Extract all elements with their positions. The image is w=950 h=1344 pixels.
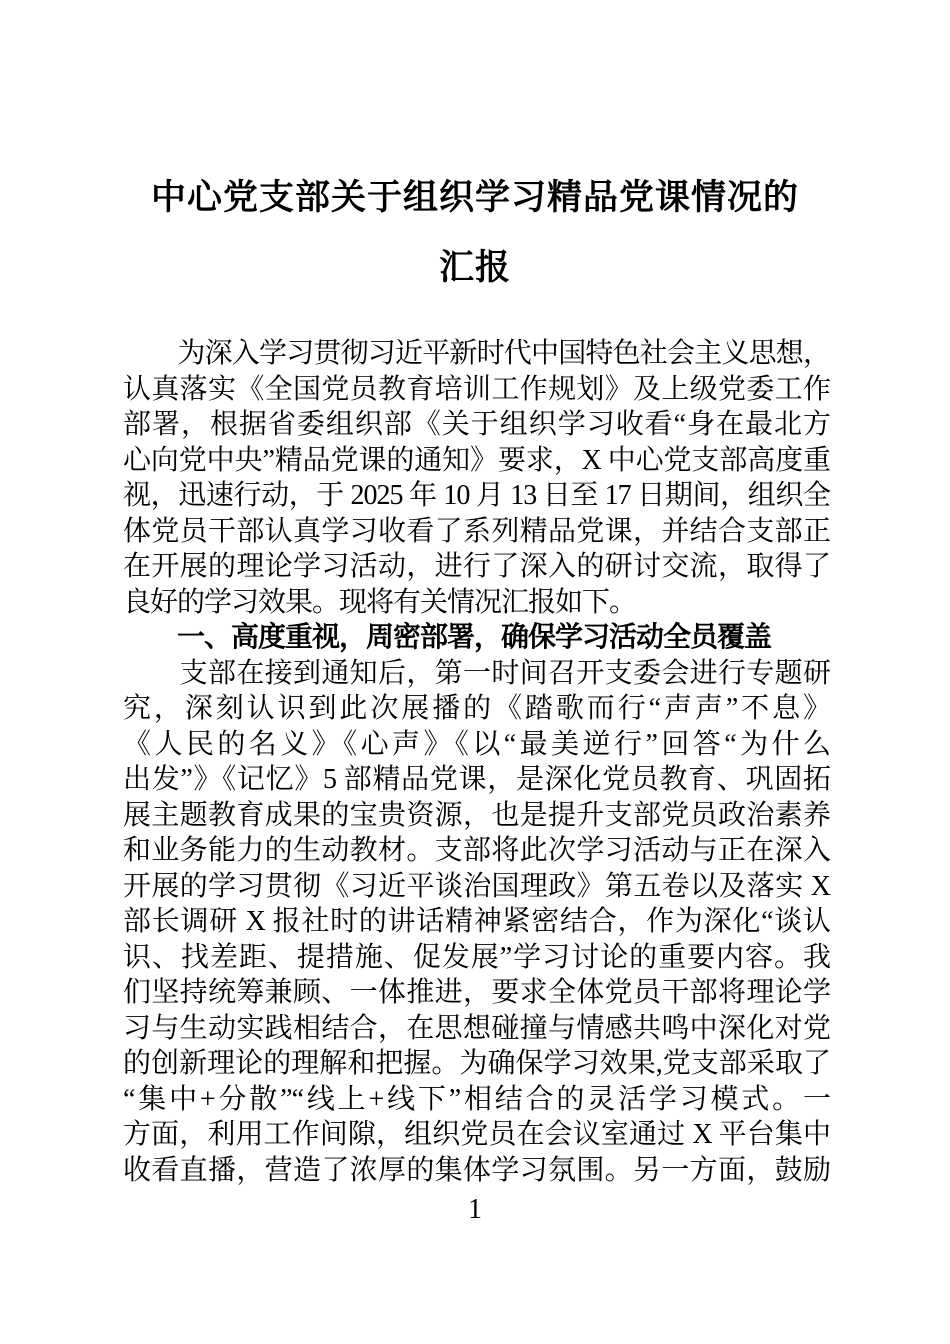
text-line: 的创新理论的理解和把握。为确保学习效果,党支部采取了	[123, 1048, 830, 1079]
text-line: 视，迅速行动，于 2025 年 10 月 13 日至 17 日期间，组织全	[123, 480, 830, 511]
text-line: 《人民的名义》《心声》《以“最美逆行”回答“为什么	[123, 728, 830, 760]
text-line: 部署，根据省委组织部《关于组织学习收看“身在最北方	[123, 409, 830, 440]
text-line: 支部在接到通知后，第一时间召开支委会进行专题研	[123, 657, 830, 689]
text-line: 心向党中央”精品党课的通知》要求，X 中心党支部高度重	[123, 444, 830, 476]
text-line: 部长调研 X 报社时的讲话精神紧密结合，作为深化“谈认	[123, 906, 830, 937]
text-line: 认真落实《全国党员教育培训工作规划》及上级党委工作	[123, 373, 830, 405]
text-line: 展主题教育成果的宝贵资源，也是提升支部党员政治素养	[123, 799, 830, 831]
text-line: 出发”》《记忆》5 部精品党课，是深化党员教育、巩固拓	[123, 764, 830, 795]
text-line: 究，深刻认识到此次展播的《踏歌而行“声声”不息》	[123, 693, 830, 724]
text-line: 识、找差距、提措施、促发展”学习讨论的重要内容。我	[123, 941, 830, 973]
document-body	[123, 336, 830, 1188]
text-line: 为深入学习贯彻习近平新时代中国特色社会主义思想，	[123, 338, 830, 369]
document-title-line2: 汇报	[438, 248, 511, 287]
text-line: 和业务能力的生动教材。支部将此次学习活动与正在深入	[123, 835, 830, 866]
document-title-line1: 中心党支部关于组织学习精品党课情况的	[150, 178, 799, 217]
text-line: 开展的学习贯彻《习近平谈治国理政》第五卷以及落实 X	[123, 870, 830, 902]
text-line: 习与生动实践相结合，在思想碰撞与情感共鸣中深化对党	[123, 1012, 830, 1044]
section-heading-line: 一、高度重视，周密部署，确保学习活动全员覆盖	[123, 622, 772, 653]
text-line: 收看直播，营造了浓厚的集体学习氛围。另一方面，鼓励	[123, 1154, 830, 1186]
text-line: 良好的学习效果。现将有关情况汇报如下。	[123, 586, 637, 618]
text-line: “集中+分散”“线上+线下”相结合的灵活学习模式。一	[123, 1083, 830, 1115]
text-line: 方面，利用工作间隙，组织党员在会议室通过 X 平台集中	[123, 1119, 830, 1150]
page-number: 1	[468, 1194, 482, 1225]
document-title	[0, 0, 950, 303]
text-line: 体党员干部认真学习收看了系列精品党课，并结合支部正	[123, 515, 830, 547]
text-line: 在开展的理论学习活动，进行了深入的研讨交流，取得了	[123, 551, 830, 582]
text-line: 们坚持统筹兼顾、一体推进，要求全体党员干部将理论学	[123, 977, 830, 1008]
